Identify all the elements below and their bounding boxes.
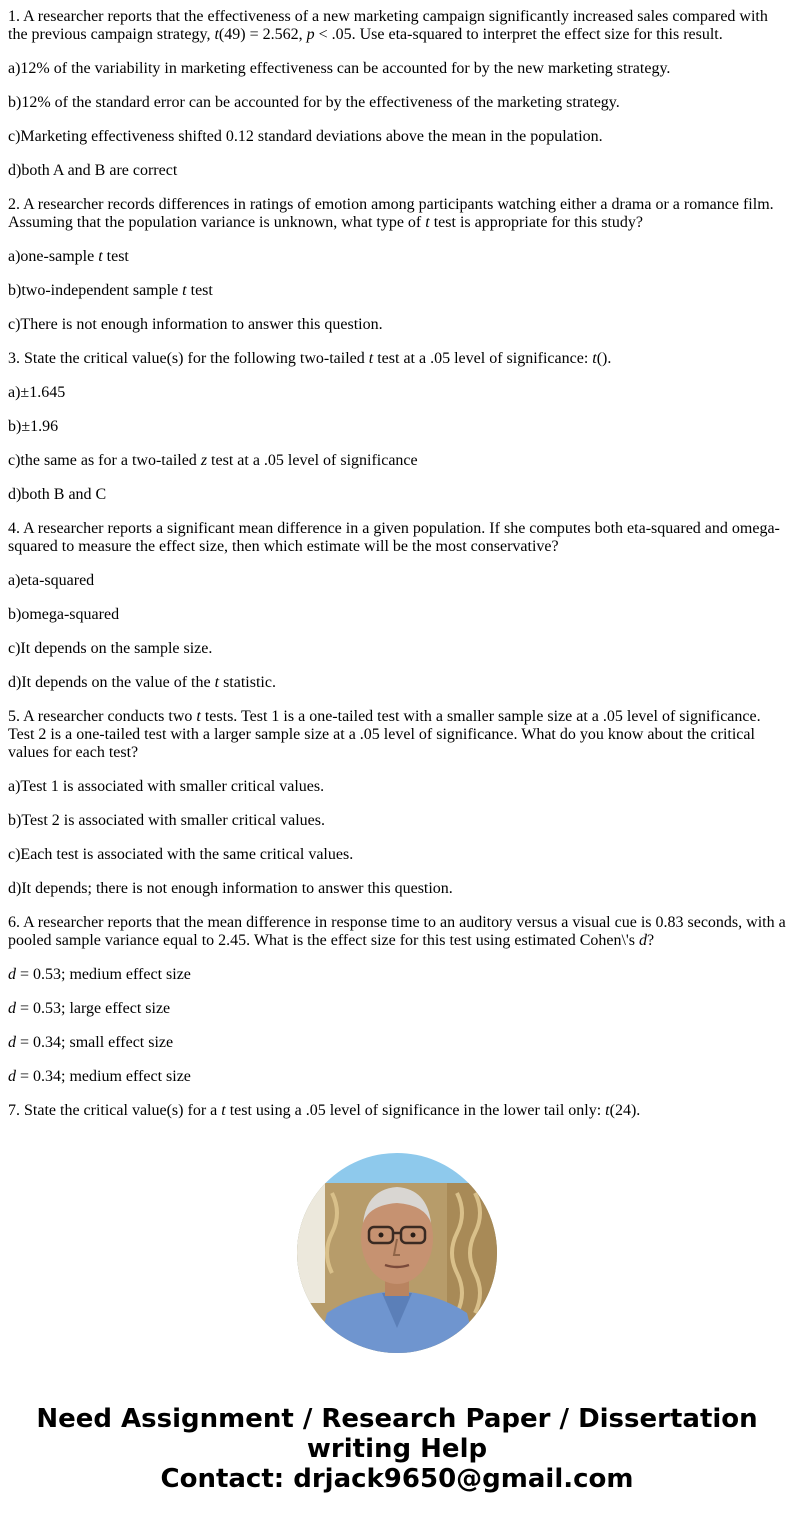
- answer-option-5-2: b)Test 2 is associated with smaller critical values.: [8, 812, 326, 829]
- italic-symbol: t: [605, 1102, 610, 1119]
- italic-symbol: d: [639, 932, 648, 949]
- italic-symbol: t: [98, 248, 103, 265]
- question-stem-4: 4. A researcher reports a significant mean difference in a given population. If she computes both eta-squared and omega-squared to measure the effect size, then which estimate will be the most conservative?: [8, 520, 780, 555]
- answer-option-2-3: c)There is not enough information to answer this question.: [8, 316, 383, 333]
- answer-option-4-4: d)It depends on the value of the t statistic.: [8, 674, 276, 691]
- answer-option-3-2: b)±1.96: [8, 418, 59, 435]
- italic-symbol: d: [8, 1068, 16, 1085]
- answer-option-5-4: d)It depends; there is not enough information to answer this question.: [8, 880, 453, 897]
- answer-option-6-1: d = 0.53; medium effect size: [8, 966, 191, 983]
- answer-option-3-1: a)±1.645: [8, 384, 66, 401]
- question-stem-6: 6. A researcher reports that the mean difference in response time to an auditory versus a visual cue is 0.83 seconds, with a pooled sample variance equal to 2.45. What is the effect size for this test using estimated Cohen\'s d?: [8, 914, 786, 949]
- italic-symbol: t: [182, 282, 187, 299]
- italic-symbol: t: [425, 214, 430, 231]
- banner-line-2: writing Help: [306, 1434, 488, 1464]
- question-stem-2: 2. A researcher records differences in ratings of emotion among participants watching either a drama or a romance film. Assuming that the population variance is unknown, what type of t test is appropriate for this study?: [8, 196, 774, 231]
- answer-option-1-2: b)12% of the standard error can be accounted for by the effectiveness of the marketing strategy.: [8, 94, 620, 111]
- answer-option-4-1: a)eta-squared: [8, 572, 95, 589]
- answer-option-4-3: c)It depends on the sample size.: [8, 640, 213, 657]
- answer-option-1-4: d)both A and B are correct: [8, 162, 178, 179]
- answer-option-5-1: a)Test 1 is associated with smaller critical values.: [8, 778, 325, 795]
- contact-banner: [0, 1404, 794, 1494]
- question-list: [8, 8, 788, 1136]
- answer-option-4-2: b)omega-squared: [8, 606, 120, 623]
- answer-option-6-4: d = 0.34; medium effect size: [8, 1068, 191, 1085]
- italic-symbol: d: [8, 1034, 16, 1051]
- answer-option-6-3: d = 0.34; small effect size: [8, 1034, 174, 1051]
- author-avatar: [297, 1153, 497, 1353]
- answer-option-1-1: a)12% of the variability in marketing effectiveness can be accounted for by the new marketing strategy.: [8, 60, 671, 77]
- answer-option-6-2: d = 0.53; large effect size: [8, 1000, 171, 1017]
- banner-line-1: Need Assignment / Research Paper / Dissertation: [36, 1404, 758, 1434]
- italic-symbol: t: [196, 708, 201, 725]
- question-stem-7: 7. State the critical value(s) for a t test using a .05 level of significance in the lower tail only: t(24).: [8, 1102, 641, 1119]
- banner-line-3: Contact: drjack9650@gmail.com: [160, 1464, 634, 1494]
- answer-option-3-4: d)both B and C: [8, 486, 107, 503]
- question-stem-5: 5. A researcher conducts two t tests. Test 1 is a one-tailed test with a smaller sample size at a .05 level of significance. Test 2 is a one-tailed test with a larger sample size at a .05 level of significance. What do you know about the critical values for each test?: [8, 708, 761, 761]
- italic-symbol: t: [221, 1102, 226, 1119]
- italic-symbol: d: [8, 1000, 16, 1017]
- italic-symbol: t: [592, 350, 597, 367]
- question-stem-1: 1. A researcher reports that the effectiveness of a new marketing campaign significantly increased sales compared with the previous campaign strategy, t(49) = 2.562, p < .05. Use eta-squared to interpret the effect size for this result.: [8, 8, 768, 43]
- italic-symbol: t: [368, 350, 374, 367]
- italic-symbol: t: [214, 674, 220, 691]
- italic-symbol: z: [200, 452, 208, 469]
- italic-symbol: p: [306, 26, 315, 43]
- answer-option-1-3: c)Marketing effectiveness shifted 0.12 standard deviations above the mean in the population.: [8, 128, 603, 145]
- question-stem-3: 3. State the critical value(s) for the following two-tailed t test at a .05 level of significance: t().: [8, 350, 612, 367]
- answer-option-5-3: c)Each test is associated with the same critical values.: [8, 846, 354, 863]
- author-photo: [297, 1153, 497, 1353]
- answer-option-2-1: a)one-sample t test: [8, 248, 129, 265]
- italic-symbol: t: [214, 26, 219, 43]
- answer-option-2-2: b)two-independent sample t test: [8, 282, 213, 299]
- italic-symbol: d: [8, 966, 16, 983]
- answer-option-3-3: c)the same as for a two-tailed z test at a .05 level of significance: [8, 452, 418, 469]
